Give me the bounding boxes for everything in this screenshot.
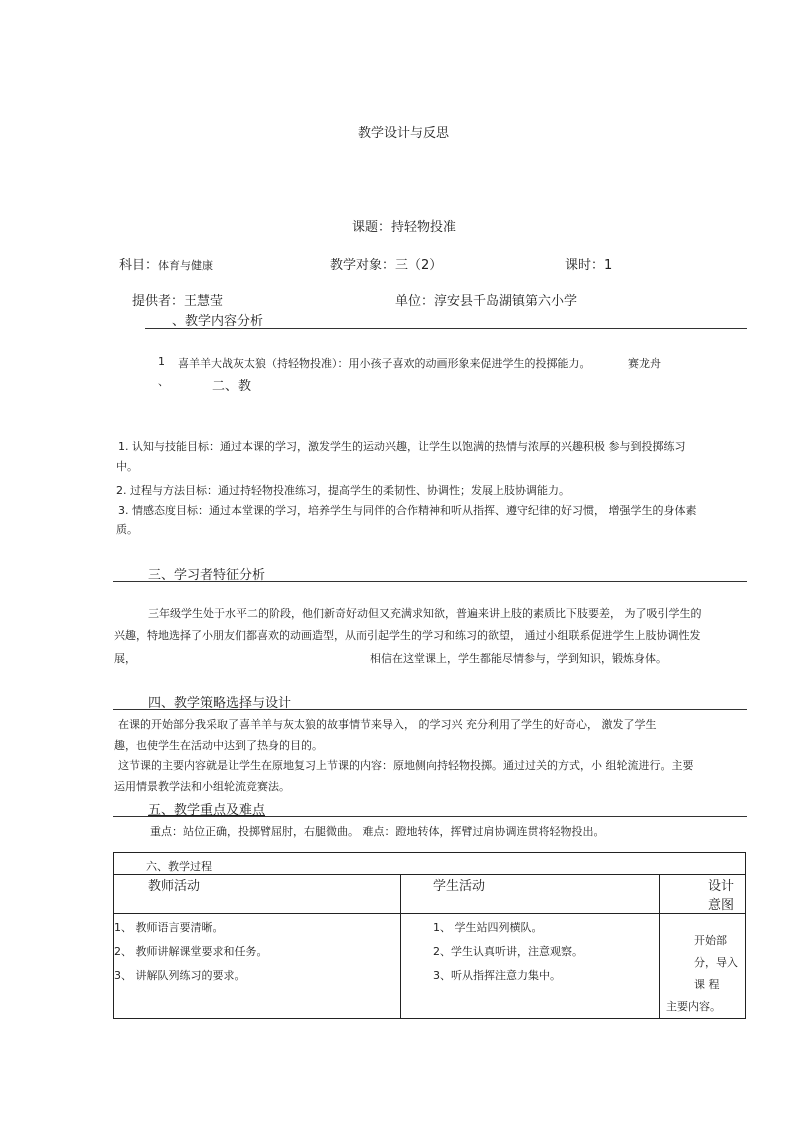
subject-label: 科目： (119, 258, 159, 273)
process-heading-cell (114, 853, 746, 875)
process-heading: 六、教学过程 (146, 860, 212, 873)
column-header-intent: 设计意图 (660, 875, 746, 914)
document-title: 教学设计与反思 (358, 126, 450, 141)
section1-number: 1 (158, 355, 165, 368)
list-item: 2、学生认真听讲，注意观察。 (433, 945, 583, 958)
design-intent-cell (660, 914, 746, 1019)
lesson-title: 课题：持轻物投准 (352, 220, 457, 235)
section2-heading: 二、教 (212, 379, 252, 394)
list-item: 1、 学生站四列横队。 (433, 921, 543, 934)
list-item: 2、 教师讲解课堂要求和任务。 (114, 945, 268, 958)
section1-rule (145, 328, 747, 329)
section3-line2: 兴趣，特地选择了小朋友们都喜欢的动画造型，从而引起学生的学习和练习的欲望， 通过小组联系促进学生上肢协调性发 (114, 629, 701, 642)
section4-line3: 这节课的主要内容就是让学生在原地复习上节课的内容：原地侧向持轻物投掷。通过过关的方式，小 组轮流进行。主要 (118, 759, 694, 772)
process-table (113, 852, 746, 1019)
section3-heading: 三、学习者特征分析 (148, 568, 266, 583)
section3-line3a: 展， (114, 652, 136, 665)
section5-rule (113, 816, 747, 817)
teacher-activities-cell (114, 914, 401, 1019)
goal1-line1: 1. 认知与技能目标：通过本课的学习，激发学生的运动兴趣，让学生以饱满的热情与浓厚的兴趣积极 参与到投掷练习 (118, 440, 686, 453)
unit: 单位：淳安县千岛湖镇第六小学 (395, 294, 578, 309)
provider: 提供者：王慧莹 (132, 294, 224, 309)
section4-line2: 趣，也使学生在活动中达到了热身的目的。 (114, 739, 323, 752)
section1-heading: 、教学内容分析 (172, 314, 264, 329)
list-item: 3、 讲解队列练习的要求。 (114, 969, 246, 982)
subject-value: 体育与健康 (158, 259, 214, 272)
column-header-teacher: 教师活动 (114, 875, 401, 914)
section5-text: 重点：站位正确，投掷臂屈肘，右腿微曲。 难点：蹬地转体，挥臂过肩协调连贯将轻物投出。 (150, 825, 605, 838)
section3-line1: 三年级学生处于水平二的阶段，他们新奇好动但又充满求知欲，普遍来讲上肢的素质比下肢要差， 为了吸引学生的 (148, 607, 702, 620)
class-hours: 课时：1 (565, 258, 613, 273)
subject-field (119, 254, 213, 273)
section4-rule (113, 709, 747, 710)
teaching-target: 教学对象：三（2） (330, 258, 443, 273)
goal3-line2: 质。 (116, 523, 138, 536)
intent-line2: 主要内容。 (666, 1000, 721, 1013)
section3-line3b: 相信在这堂课上，学生都能尽情参与，学到知识，锻炼身体。 (370, 652, 667, 665)
student-activities-cell (401, 914, 660, 1019)
section4-heading: 四、教学策略选择与设计 (148, 696, 292, 711)
intent-line1: 开始部分，导入课 程 (694, 934, 738, 991)
section5-heading: 五、教学重点及难点 (148, 803, 266, 818)
section4-line1: 在课的开始部分我采取了喜羊羊与灰太狼的故事情节来导入， 的学习兴 充分利用了学生的好奇心， 激发了学生 (118, 718, 657, 731)
column-header-student: 学生活动 (401, 875, 660, 914)
section1-author: 赛龙舟 (628, 357, 661, 370)
section4-line4: 运用情景教学法和小组轮流竞赛法。 (114, 780, 290, 793)
goal1-line2: 中。 (116, 460, 138, 473)
list-item: 3、听从指挥注意力集中。 (433, 969, 561, 982)
section1-text: 喜羊羊大战灰太狼（持轻物投准）：用小孩子喜欢的动画形象来促进学生的投掷能力。 (178, 357, 591, 370)
section3-rule (113, 581, 747, 582)
goal2: 2. 过程与方法目标：通过持轻物投准练习，提高学生的柔韧性、协调性；发展上肢协调能力。 (116, 484, 570, 497)
goal3-line1: 3. 情感态度目标：通过本堂课的学习，培养学生与同伴的合作精神和听从指挥、遵守纪律的好习惯， 增强学生的身体素 (118, 504, 697, 517)
list-item: 1、 教师语言要清晰。 (114, 921, 224, 934)
section2-mark: 、 (158, 375, 169, 388)
